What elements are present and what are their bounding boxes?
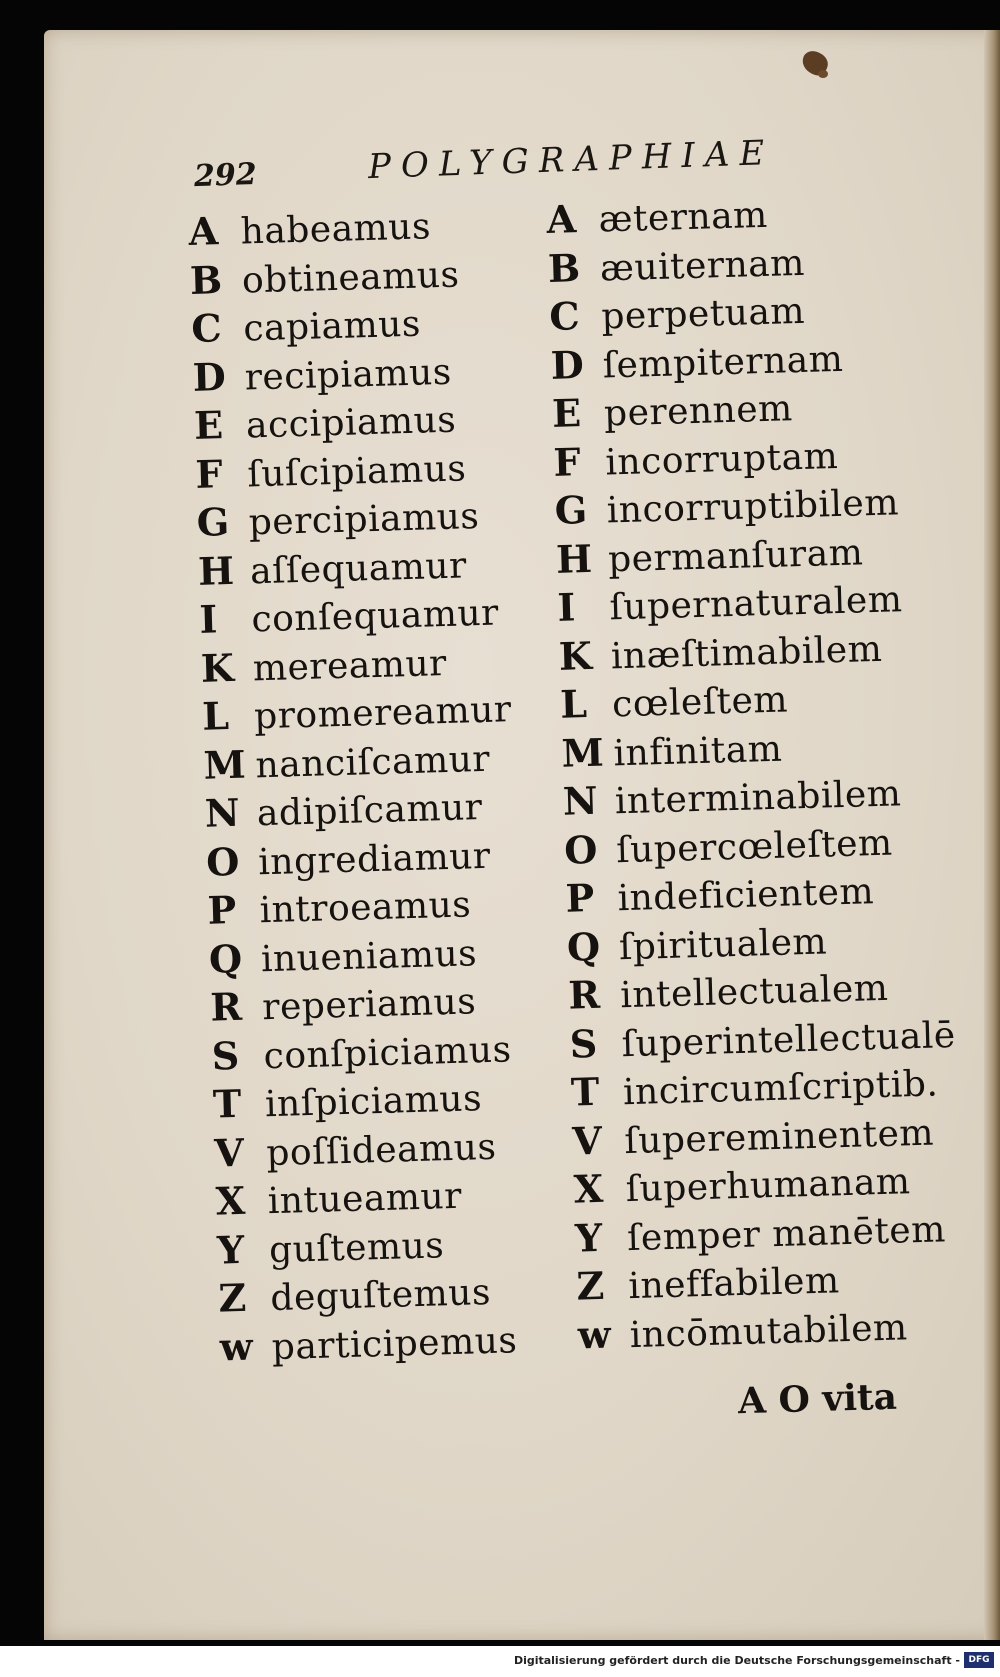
cipher-word: accipiamus	[245, 399, 457, 447]
cipher-word: ſempiternam	[602, 338, 844, 386]
cipher-word: ſupercœleſtem	[615, 822, 894, 871]
cipher-letter: F	[194, 450, 224, 497]
cipher-word: incircumſcriptib.	[622, 1063, 939, 1114]
list-item	[193, 393, 504, 450]
cipher-word: permanſuram	[607, 531, 864, 580]
page-number: 292	[193, 156, 258, 195]
list-item	[204, 781, 515, 838]
cipher-word: conſequamur	[250, 592, 500, 641]
cipher-word: incorruptam	[604, 435, 839, 483]
ink-stain-small	[818, 70, 828, 78]
list-item	[212, 1072, 523, 1129]
cipher-letter: Q	[566, 923, 601, 970]
cipher-word: inueniamus	[260, 932, 478, 980]
cipher-word: perpetuam	[600, 290, 806, 338]
right-column-adjectives	[546, 185, 964, 1359]
cipher-word: inæſtimabilem	[610, 628, 883, 677]
cipher-word: incōmutabilem	[629, 1306, 909, 1356]
cipher-word: indeficientem	[617, 871, 875, 920]
cipher-letter: L	[201, 693, 230, 739]
cipher-letter: M	[560, 729, 605, 776]
cipher-letter: G	[196, 498, 230, 545]
cipher-letter: V	[213, 1129, 245, 1176]
list-item	[215, 1169, 526, 1226]
cipher-letter: L	[559, 681, 588, 727]
cipher-word: ſupereminentem	[623, 1112, 935, 1162]
cipher-word: participemus	[271, 1319, 518, 1368]
list-item	[206, 830, 517, 887]
cipher-word: intellectualem	[619, 967, 889, 1017]
cipher-word: ſuperintellectualē	[621, 1014, 957, 1065]
cipher-letter: E	[193, 402, 224, 448]
page-edge	[984, 30, 1000, 1640]
cipher-word: ſuſcipiamus	[246, 447, 467, 495]
cipher-word: aſſequamur	[249, 544, 468, 592]
cipher-word: introeamus	[259, 884, 472, 932]
cipher-letter: P	[564, 874, 595, 921]
cipher-letter: S	[569, 1020, 598, 1067]
list-item	[214, 1121, 525, 1178]
footer-credit: Digitalisierung gefördert durch die Deutsche Forschungsgemeinschaft -	[513, 1654, 960, 1667]
cipher-letter: V	[571, 1117, 603, 1164]
cipher-letter: P	[206, 886, 237, 933]
cipher-word: ineffabilem	[627, 1260, 841, 1308]
cipher-letter: F	[552, 438, 582, 485]
cipher-letter: X	[215, 1177, 246, 1224]
cipher-word: adipiſcamur	[256, 787, 483, 835]
cipher-word: percipiamus	[248, 495, 480, 544]
cipher-letter: M	[202, 741, 247, 788]
cipher-letter: B	[547, 244, 581, 291]
cipher-word: intueamur	[267, 1175, 463, 1223]
cipher-letter: C	[548, 293, 581, 339]
list-item	[189, 248, 500, 305]
cipher-word: ſemper manētem	[626, 1208, 947, 1259]
cipher-letter: R	[209, 983, 243, 1030]
cipher-word: mereamur	[252, 642, 448, 689]
list-item	[200, 636, 511, 693]
cipher-letter: G	[554, 486, 588, 533]
list-item	[188, 199, 499, 256]
cipher-letter: H	[555, 535, 593, 582]
cipher-letter: A	[546, 196, 577, 242]
cipher-letter: w	[219, 1323, 254, 1370]
cipher-letter: C	[190, 305, 223, 351]
cipher-word: habeamus	[240, 206, 432, 253]
cipher-letter: K	[558, 632, 593, 679]
list-item	[195, 442, 506, 499]
list-item	[216, 1217, 527, 1274]
cipher-letter: B	[189, 256, 223, 303]
cipher-letter: K	[200, 644, 235, 691]
cipher-word: obtineamus	[241, 253, 460, 302]
cipher-word: nanciſcamur	[255, 738, 491, 786]
digitization-footer	[0, 1646, 1000, 1677]
cipher-letter: A	[188, 208, 219, 254]
left-column-verbs	[188, 199, 530, 1371]
list-item	[207, 878, 518, 935]
cipher-word: reperiamus	[261, 981, 477, 1029]
list-item	[211, 1024, 522, 1081]
cipher-word: æuiternam	[599, 242, 806, 290]
cipher-letter: T	[212, 1080, 242, 1127]
cipher-letter: Y	[216, 1226, 245, 1273]
cipher-word: poſſideamus	[265, 1126, 497, 1174]
catchword: A O vita	[737, 1375, 898, 1423]
cipher-word: interminabilem	[614, 773, 902, 823]
list-item	[191, 296, 502, 353]
cipher-letter: D	[550, 341, 585, 388]
cipher-letter: D	[192, 353, 227, 400]
list-item	[196, 490, 507, 547]
cipher-letter: Z	[217, 1274, 247, 1321]
dfg-logo: DFG	[964, 1652, 994, 1668]
cipher-word: deguſtemus	[269, 1271, 492, 1320]
cipher-word: promereamur	[253, 689, 513, 738]
list-item	[219, 1314, 530, 1371]
cipher-letter: H	[197, 547, 235, 594]
list-item	[203, 733, 514, 790]
cipher-letter: O	[205, 838, 240, 885]
list-item	[208, 927, 519, 984]
list-item	[192, 345, 503, 402]
list-item	[210, 975, 521, 1032]
cipher-word: ingrediamur	[257, 835, 492, 883]
running-title: POLYGRAPHIAE	[367, 132, 775, 188]
cipher-word: capiamus	[242, 303, 422, 350]
list-item	[199, 587, 510, 644]
cipher-letter: S	[211, 1032, 240, 1079]
cipher-letter: E	[551, 390, 582, 436]
cipher-letter: Z	[575, 1262, 605, 1309]
list-item	[218, 1266, 529, 1323]
cipher-word: inſpiciamus	[264, 1078, 483, 1126]
cipher-letter: T	[570, 1068, 600, 1115]
cipher-word: recipiamus	[244, 351, 453, 398]
cipher-word: conſpiciamus	[263, 1028, 513, 1077]
cipher-letter: I	[556, 584, 576, 630]
cipher-word: incorruptibilem	[606, 482, 900, 532]
cipher-word: æternam	[598, 194, 769, 241]
cipher-letter: Y	[574, 1214, 603, 1261]
cipher-letter: w	[577, 1311, 612, 1358]
cipher-letter: Q	[208, 935, 243, 982]
cipher-word: cœleſtem	[611, 679, 789, 726]
cipher-word: perennem	[603, 388, 794, 435]
cipher-word: ſupernaturalem	[608, 579, 903, 629]
cipher-letter: I	[198, 596, 218, 642]
cipher-letter: O	[563, 826, 598, 873]
cipher-word: ſpiritualem	[618, 920, 828, 968]
cipher-letter: N	[204, 789, 241, 836]
list-item	[197, 539, 508, 596]
list-item	[202, 684, 513, 741]
cipher-letter: X	[573, 1165, 604, 1212]
cipher-letter: R	[567, 971, 601, 1018]
cipher-word: guſtemus	[268, 1224, 445, 1271]
cipher-letter: N	[562, 777, 599, 824]
cipher-word: ſuperhumanam	[625, 1161, 912, 1211]
cipher-word: infinitam	[613, 728, 783, 774]
